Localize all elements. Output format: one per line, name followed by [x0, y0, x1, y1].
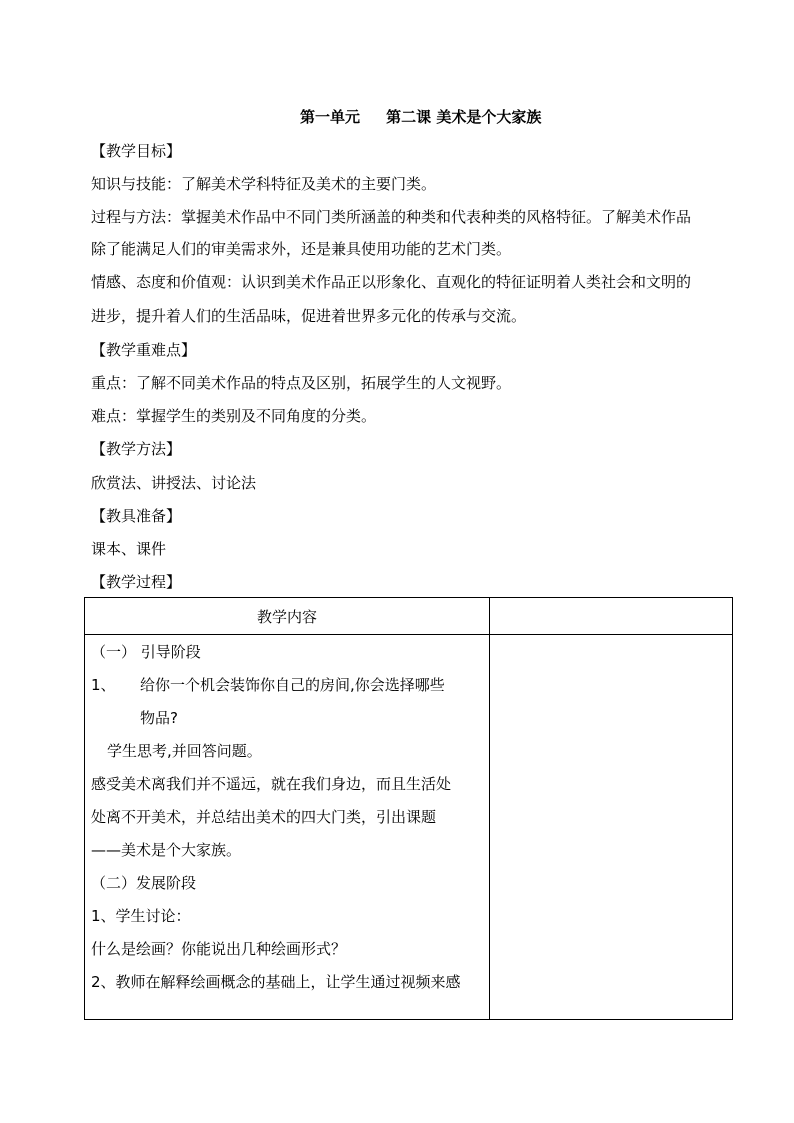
- objective-process-line-2: 除了能满足人们的审美需求外，还是兼具使用功能的艺术门类。: [91, 240, 512, 258]
- tools-heading: 【教具准备】: [91, 507, 182, 525]
- teacher-explain-text: 2、教师在解释绘画概念的基础上，让学生通过视频来感: [91, 973, 461, 991]
- item-one-text-line-1: 给你一个机会装饰你自己的房间,你会选择哪些: [140, 676, 445, 694]
- table-body-row: [85, 635, 733, 1020]
- item-one-text-line-2: 物品?: [140, 709, 178, 727]
- feel-text-line-1: 感受美术离我们并不遥远，就在我们身边，而且生活处: [91, 775, 452, 793]
- stage-one-heading: （一） 引导阶段: [91, 643, 201, 661]
- objective-emotion-line-1: 情感、态度和价值观：认识到美术作品正以形象化、直观化的特征证明着人类社会和文明的: [91, 273, 692, 291]
- stage-two-heading: （二）发展阶段: [91, 874, 197, 892]
- student-think-text: 学生思考,并回答问题。: [107, 742, 262, 760]
- difficulty-text: 难点：掌握学生的类别及不同角度的分类。: [91, 407, 377, 425]
- content-cell: [85, 635, 490, 1020]
- process-heading: 【教学过程】: [91, 573, 182, 591]
- discussion-item: 1、学生讨论：: [91, 907, 191, 925]
- side-cell: [490, 635, 733, 1020]
- feel-text-line-2: 处离不开美术，并总结出美术的四大门类，引出课题: [91, 808, 437, 826]
- item-one-number: 1、: [91, 676, 116, 694]
- objective-knowledge: 知识与技能：了解美术学科特征及美术的主要门类。: [91, 175, 437, 193]
- tools-text: 课本、课件: [91, 540, 167, 558]
- objectives-heading: 【教学目标】: [91, 142, 182, 160]
- objective-process-line-1: 过程与方法：掌握美术作品中不同门类所涵盖的种类和代表种类的风格特征。了解美术作品: [91, 208, 692, 226]
- methods-text: 欣赏法、讲授法、讨论法: [91, 474, 257, 492]
- keypoints-heading: 【教学重难点】: [91, 341, 197, 359]
- keypoint-text: 重点：了解不同美术作品的特点及区别，拓展学生的人文视野。: [91, 374, 512, 392]
- objective-emotion-line-2: 进步，提升着人们的生活品味，促进着世界多元化的传承与交流。: [91, 307, 527, 325]
- teaching-process-table: [84, 597, 733, 1020]
- methods-heading: 【教学方法】: [91, 440, 182, 458]
- header-content-cell: 教学内容: [85, 598, 490, 635]
- feel-text-line-3: ——美术是个大家族。: [91, 841, 242, 859]
- question-text: 什么是绘画？你能说出几种绘画形式？: [91, 940, 347, 958]
- header-side-cell: [490, 598, 733, 635]
- lesson-title: 第一单元 第二课 美术是个大家族: [300, 108, 542, 126]
- table-header-row: [85, 598, 733, 635]
